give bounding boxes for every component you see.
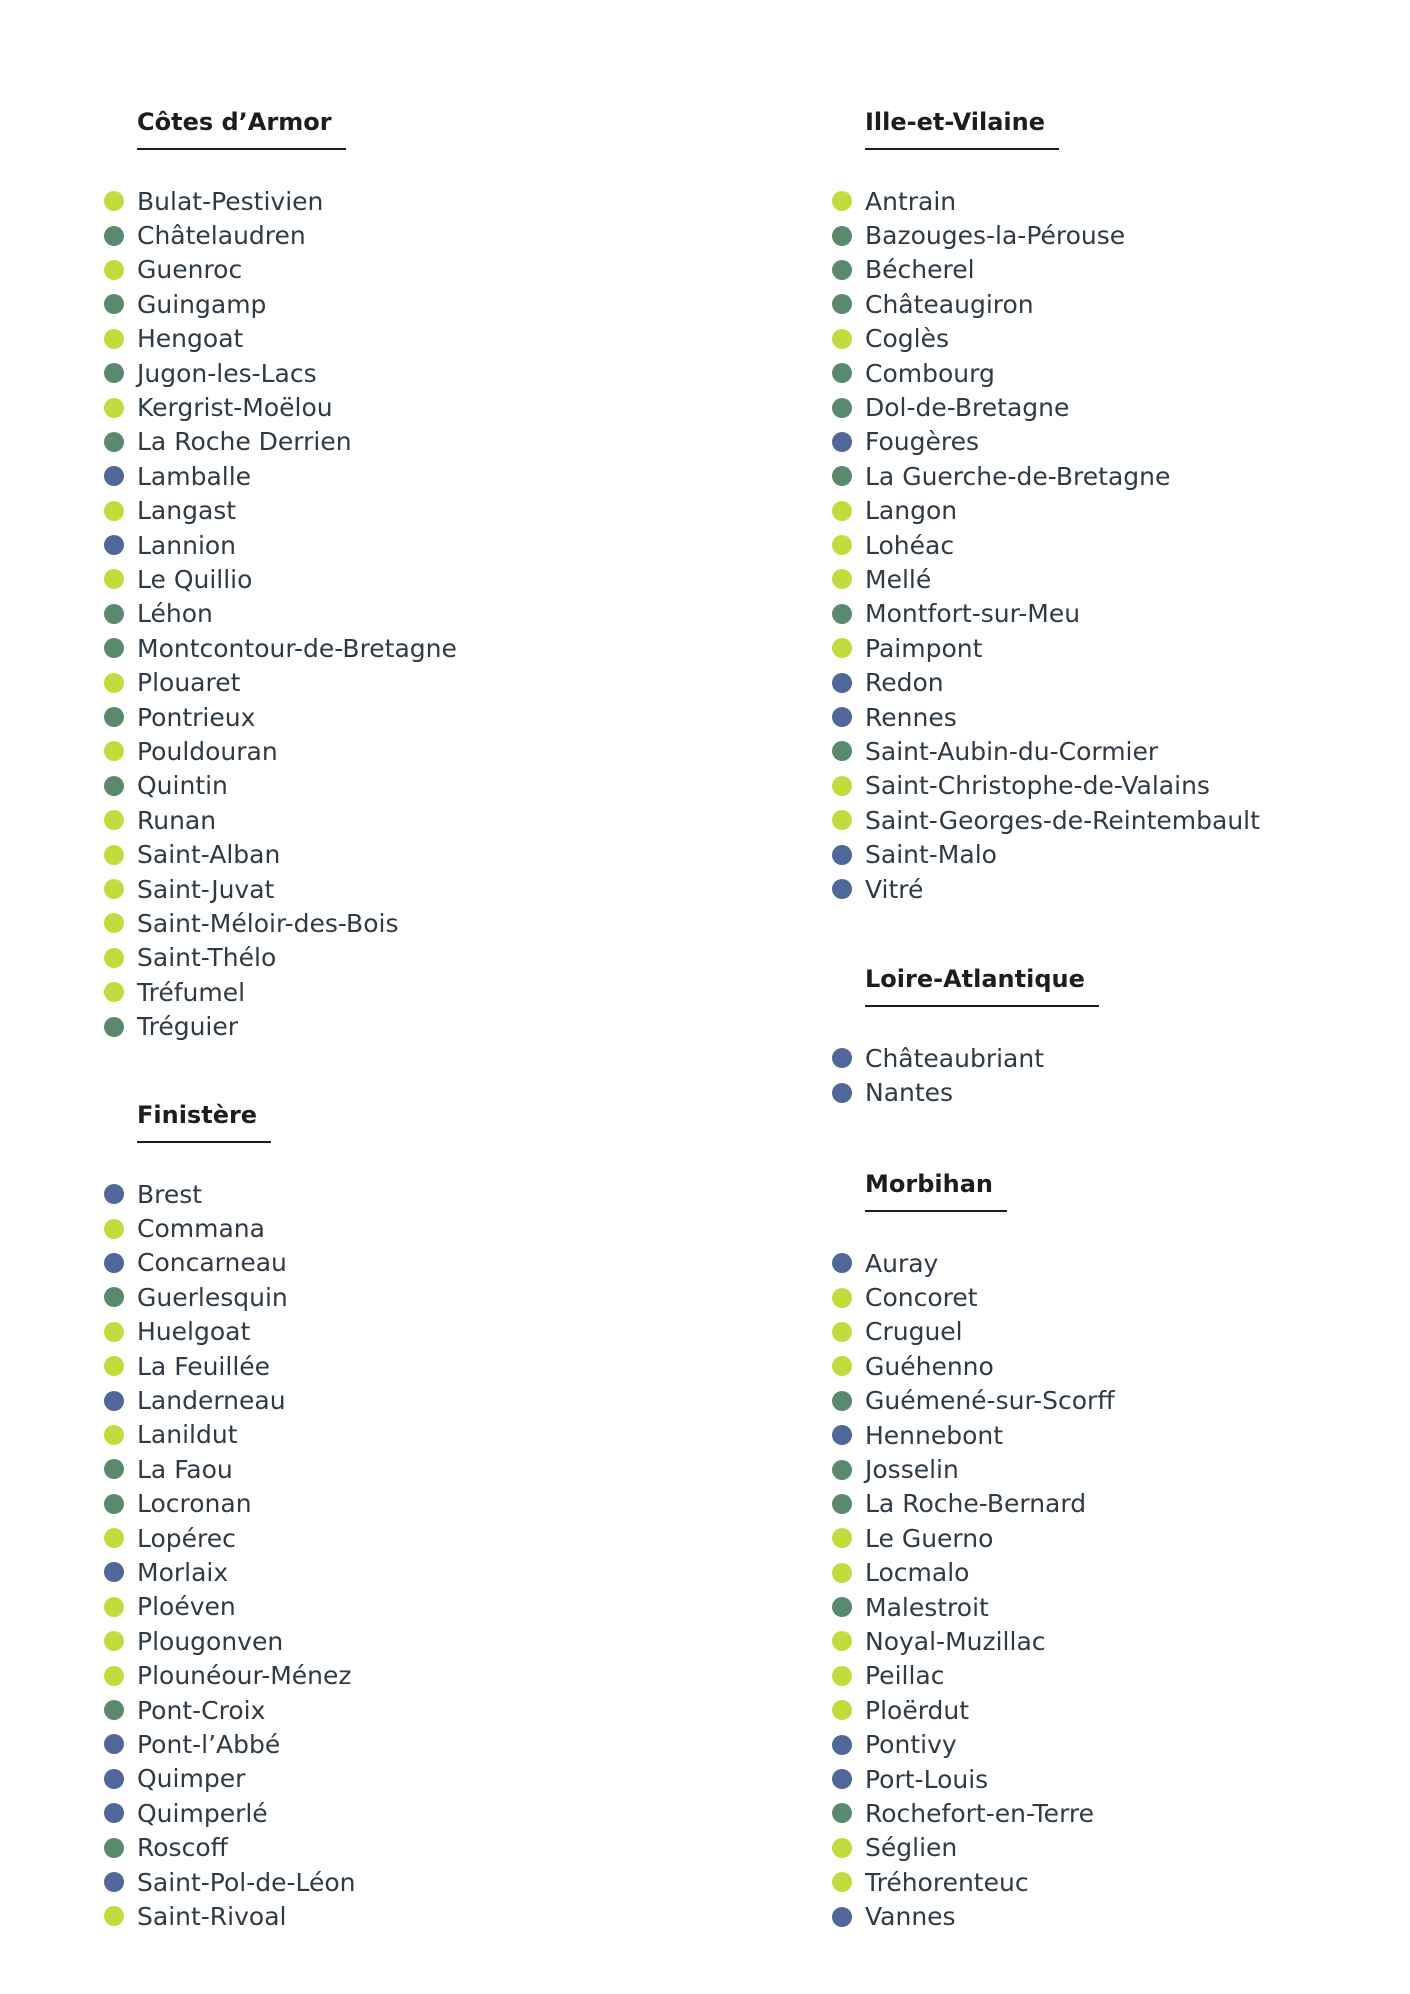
list-item (832, 425, 1260, 459)
bullet-dot (104, 1219, 124, 1239)
bullet-dot (832, 1356, 852, 1376)
list-item (832, 253, 1260, 287)
section-heading: Morbihan (865, 1170, 1007, 1212)
town-list (832, 184, 1260, 906)
town-name: Josselin (865, 1455, 959, 1485)
list-item (104, 1658, 356, 1692)
list-item (104, 390, 457, 424)
town-name: Plougonven (137, 1626, 284, 1656)
list-item (104, 1418, 356, 1452)
town-name: Quintin (137, 771, 228, 801)
list-item (832, 1315, 1115, 1349)
list-item (832, 1796, 1115, 1830)
bullet-dot (104, 948, 124, 968)
bullet-dot (104, 1391, 124, 1411)
bullet-dot (832, 1769, 852, 1789)
bullet-dot (104, 1803, 124, 1823)
town-name: Guerlesquin (137, 1282, 288, 1312)
list-item (832, 1487, 1115, 1521)
bullet-dot (104, 810, 124, 830)
bullet-dot (104, 398, 124, 418)
town-name: Pouldouran (137, 736, 278, 766)
town-name: Antrain (865, 186, 957, 216)
town-name: Rochefort-en-Terre (865, 1798, 1095, 1828)
bullet-dot (832, 638, 852, 658)
bullet-dot (104, 913, 124, 933)
bullet-dot (104, 845, 124, 865)
bullet-dot (832, 398, 852, 418)
town-name: Rennes (865, 702, 957, 732)
town-name: Guémené-sur-Scorff (865, 1386, 1115, 1416)
bullet-dot (832, 1597, 852, 1617)
bullet-dot (104, 226, 124, 246)
list-item (832, 1659, 1115, 1693)
town-name: Locronan (137, 1489, 252, 1519)
list-item (104, 941, 457, 975)
town-name: Langon (865, 496, 958, 526)
town-name: Saint-Malo (865, 840, 997, 870)
section-heading: Finistère (137, 1101, 271, 1143)
list-item (104, 253, 457, 287)
bullet-dot (104, 741, 124, 761)
bullet-dot (832, 226, 852, 246)
bullet-dot (104, 1459, 124, 1479)
list-item (832, 1899, 1115, 1933)
bullet-dot (832, 1322, 852, 1342)
list-item (104, 1693, 356, 1727)
section-heading: Ille-et-Vilaine (865, 108, 1059, 150)
list-item (104, 322, 457, 356)
list-item (832, 803, 1260, 837)
town-name: Hennebont (865, 1420, 1004, 1450)
list-item (104, 906, 457, 940)
bullet-dot (104, 1322, 124, 1342)
town-name: Saint-Aubin-du-Cormier (865, 736, 1159, 766)
town-name: Tréguier (137, 1012, 239, 1042)
town-name: Montcontour-de-Bretagne (137, 633, 457, 663)
town-name: Pont-Croix (137, 1695, 266, 1725)
list-item (832, 1075, 1099, 1109)
list-item (832, 1246, 1115, 1280)
town-name: Langast (137, 496, 237, 526)
bullet-dot (832, 535, 852, 555)
bullet-dot (832, 191, 852, 211)
town-name: Guéhenno (865, 1351, 994, 1381)
bullet-dot (832, 1083, 852, 1103)
section-morbihan (832, 1170, 1115, 1934)
list-item (104, 1211, 356, 1245)
town-name: Saint-Juvat (137, 874, 275, 904)
town-name: Dol-de-Bretagne (865, 393, 1070, 423)
town-name: Cruguel (865, 1317, 963, 1347)
bullet-dot (832, 604, 852, 624)
bullet-dot (832, 741, 852, 761)
list-item (104, 1727, 356, 1761)
bullet-dot (832, 879, 852, 899)
bullet-dot (104, 191, 124, 211)
list-item (104, 1383, 356, 1417)
town-name: Saint-Thélo (137, 943, 277, 973)
list-item (832, 700, 1260, 734)
town-name: Coglès (865, 324, 949, 354)
bullet-dot (104, 260, 124, 280)
town-name: Saint-Georges-de-Reintembault (865, 805, 1260, 835)
list-item (104, 528, 457, 562)
bullet-dot (104, 466, 124, 486)
bullet-dot (104, 501, 124, 521)
town-name: Montfort-sur-Meu (865, 599, 1081, 629)
town-name: Jugon-les-Lacs (137, 358, 317, 388)
bullet-dot (104, 1872, 124, 1892)
bullet-dot (832, 1666, 852, 1686)
bullet-dot (104, 1631, 124, 1651)
town-name: Châtelaudren (137, 221, 306, 251)
list-item (104, 1349, 356, 1383)
list-item (104, 597, 457, 631)
town-name: Le Guerno (865, 1523, 994, 1553)
list-item (104, 1177, 356, 1211)
bullet-dot (832, 1391, 852, 1411)
list-item (832, 356, 1260, 390)
bullet-dot (104, 1906, 124, 1926)
bullet-dot (104, 1838, 124, 1858)
bullet-dot (104, 673, 124, 693)
bullet-dot (104, 776, 124, 796)
list-item (832, 837, 1260, 871)
list-item (104, 734, 457, 768)
town-name: Commana (137, 1214, 265, 1244)
list-item (832, 1727, 1115, 1761)
bullet-dot (104, 1597, 124, 1617)
bullet-dot (104, 1017, 124, 1037)
bullet-dot (832, 1460, 852, 1480)
town-name: Fougères (865, 427, 980, 457)
bullet-dot (104, 879, 124, 899)
town-name: Saint-Christophe-de-Valains (865, 771, 1210, 801)
town-name: Lannion (137, 530, 237, 560)
town-name: Tréhorenteuc (865, 1867, 1029, 1897)
list-item (104, 1009, 457, 1043)
list-item (832, 1280, 1115, 1314)
town-name: Saint-Alban (137, 840, 281, 870)
list-item (832, 1624, 1115, 1658)
list-item (832, 665, 1260, 699)
town-name: La Faou (137, 1454, 233, 1484)
list-item (832, 1693, 1115, 1727)
town-name: Noyal-Muzillac (865, 1626, 1046, 1656)
bullet-dot (832, 1563, 852, 1583)
list-item (104, 1899, 356, 1933)
list-item (104, 1246, 356, 1280)
town-name: Morlaix (137, 1557, 229, 1587)
town-name: Pontivy (865, 1730, 957, 1760)
section-heading: Loire-Atlantique (865, 965, 1099, 1007)
town-name: Huelgoat (137, 1317, 251, 1347)
town-name: Vannes (865, 1902, 956, 1932)
town-name: Lohéac (865, 530, 955, 560)
town-name: Lanildut (137, 1420, 238, 1450)
bullet-dot (832, 673, 852, 693)
list-item (104, 494, 457, 528)
town-name: Concoret (865, 1283, 978, 1313)
bullet-dot (104, 363, 124, 383)
list-item (104, 459, 457, 493)
list-item (104, 218, 457, 252)
list-item (832, 1418, 1115, 1452)
list-item (832, 390, 1260, 424)
section-finistere (104, 1101, 356, 1934)
town-name: Bulat-Pestivien (137, 186, 324, 216)
bullet-dot (832, 1494, 852, 1514)
list-item (832, 1831, 1115, 1865)
town-name: Lopérec (137, 1523, 236, 1553)
bullet-dot (832, 707, 852, 727)
bullet-dot (832, 260, 852, 280)
bullet-dot (104, 1700, 124, 1720)
section-cotes-darmor (104, 108, 457, 1044)
town-name: Châteaubriant (865, 1043, 1045, 1073)
town-name: Plounéour-Ménez (137, 1661, 352, 1691)
list-item (832, 1865, 1115, 1899)
bullet-dot (104, 1253, 124, 1273)
list-item (832, 218, 1260, 252)
list-item (104, 1762, 356, 1796)
town-name: Runan (137, 805, 217, 835)
bullet-dot (104, 604, 124, 624)
town-name: Saint-Pol-de-Léon (137, 1867, 356, 1897)
town-name: Quimper (137, 1764, 246, 1794)
list-item (832, 528, 1260, 562)
list-item (832, 1041, 1099, 1075)
bullet-dot (104, 638, 124, 658)
bullet-dot (832, 1631, 852, 1651)
list-item (832, 322, 1260, 356)
town-name: Peillac (865, 1661, 945, 1691)
town-name: Malestroit (865, 1592, 989, 1622)
bullet-dot (104, 1562, 124, 1582)
town-name: Lamballe (137, 461, 252, 491)
bullet-dot (104, 982, 124, 1002)
town-name: Ploéven (137, 1592, 236, 1622)
bullet-dot (104, 432, 124, 452)
bullet-dot (104, 535, 124, 555)
bullet-dot (832, 1048, 852, 1068)
town-name: La Feuillée (137, 1351, 271, 1381)
town-name: Saint-Méloir-des-Bois (137, 908, 399, 938)
bullet-dot (104, 294, 124, 314)
town-name: Séglien (865, 1833, 958, 1863)
list-item (104, 1796, 356, 1830)
town-name: Pontrieux (137, 702, 256, 732)
list-item (832, 872, 1260, 906)
bullet-dot (832, 776, 852, 796)
bullet-dot (832, 1872, 852, 1892)
bullet-dot (832, 569, 852, 589)
town-name: Plouaret (137, 668, 241, 698)
town-name: Quimperlé (137, 1798, 268, 1828)
town-name: Port-Louis (865, 1764, 989, 1794)
town-list (832, 1246, 1115, 1934)
town-name: Redon (865, 668, 944, 698)
list-item (104, 1280, 356, 1314)
bullet-dot (104, 707, 124, 727)
bullet-dot (104, 1666, 124, 1686)
list-item (104, 803, 457, 837)
list-item (104, 700, 457, 734)
list-item (104, 665, 457, 699)
list-item (832, 1556, 1115, 1590)
bullet-dot (104, 329, 124, 349)
town-name: La Roche Derrien (137, 427, 352, 457)
bullet-dot (104, 1425, 124, 1445)
list-item (832, 184, 1260, 218)
bullet-dot (104, 569, 124, 589)
list-item (104, 1865, 356, 1899)
town-name: Locmalo (865, 1558, 970, 1588)
bullet-dot (832, 1253, 852, 1273)
list-item (104, 1590, 356, 1624)
section-loire-atlantique (832, 965, 1099, 1110)
bullet-dot (104, 1356, 124, 1376)
bullet-dot (832, 1700, 852, 1720)
list-item (104, 1830, 356, 1864)
list-item (832, 1762, 1115, 1796)
town-list (104, 1177, 356, 1934)
town-name: Mellé (865, 564, 932, 594)
list-item (104, 769, 457, 803)
bullet-dot (832, 845, 852, 865)
list-item (104, 631, 457, 665)
list-item (104, 1315, 356, 1349)
list-item (832, 769, 1260, 803)
list-item (832, 459, 1260, 493)
bullet-dot (832, 1838, 852, 1858)
town-name: Guenroc (137, 255, 243, 285)
list-item (104, 184, 457, 218)
list-item (104, 872, 457, 906)
bullet-dot (832, 1288, 852, 1308)
list-item (104, 1521, 356, 1555)
bullet-dot (832, 810, 852, 830)
town-name: Vitré (865, 874, 924, 904)
list-item (104, 562, 457, 596)
town-name: Landerneau (137, 1386, 286, 1416)
list-item (104, 356, 457, 390)
list-item (104, 1624, 356, 1658)
bullet-dot (104, 1734, 124, 1754)
town-name: Auray (865, 1248, 939, 1278)
list-item (832, 1349, 1115, 1383)
list-item (832, 1521, 1115, 1555)
town-name: Hengoat (137, 324, 244, 354)
town-name: Bécherel (865, 255, 975, 285)
town-name: Paimpont (865, 633, 983, 663)
list-item (104, 1487, 356, 1521)
list-item (104, 1555, 356, 1589)
bullet-dot (832, 1528, 852, 1548)
list-item (832, 597, 1260, 631)
town-name: Roscoff (137, 1833, 228, 1863)
town-list (832, 1041, 1099, 1110)
town-name: Saint-Rivoal (137, 1901, 287, 1931)
bullet-dot (104, 1769, 124, 1789)
section-ille-et-vilaine (832, 108, 1260, 906)
town-name: Bazouges-la-Pérouse (865, 221, 1126, 251)
bullet-dot (104, 1184, 124, 1204)
list-item (104, 1452, 356, 1486)
bullet-dot (832, 466, 852, 486)
town-name: Brest (137, 1179, 203, 1209)
bullet-dot (832, 363, 852, 383)
list-item (832, 287, 1260, 321)
bullet-dot (832, 432, 852, 452)
list-item (832, 562, 1260, 596)
town-name: Kergrist-Moëlou (137, 393, 333, 423)
list-item (104, 425, 457, 459)
town-name: Léhon (137, 599, 213, 629)
list-item (104, 837, 457, 871)
town-name: Pont-l’Abbé (137, 1729, 281, 1759)
town-name: Châteaugiron (865, 289, 1034, 319)
town-name: Nantes (865, 1078, 954, 1108)
list-item (832, 1452, 1115, 1486)
town-name: Le Quillio (137, 564, 253, 594)
town-list (104, 184, 457, 1044)
bullet-dot (104, 1528, 124, 1548)
town-name: La Roche-Bernard (865, 1489, 1087, 1519)
bullet-dot (832, 329, 852, 349)
bullet-dot (832, 294, 852, 314)
list-item (832, 494, 1260, 528)
town-name: Tréfumel (137, 977, 246, 1007)
list-item (832, 631, 1260, 665)
bullet-dot (104, 1287, 124, 1307)
list-item (104, 287, 457, 321)
section-heading: Côtes d’Armor (137, 108, 346, 150)
town-name: Guingamp (137, 289, 267, 319)
list-item (832, 734, 1260, 768)
bullet-dot (832, 1907, 852, 1927)
town-name: Combourg (865, 358, 995, 388)
town-name: La Guerche-de-Bretagne (865, 461, 1171, 491)
list-item (832, 1384, 1115, 1418)
bullet-dot (832, 501, 852, 521)
bullet-dot (832, 1425, 852, 1445)
town-name: Ploërdut (865, 1695, 970, 1725)
list-item (832, 1590, 1115, 1624)
town-name: Concarneau (137, 1248, 287, 1278)
bullet-dot (832, 1735, 852, 1755)
bullet-dot (832, 1803, 852, 1823)
bullet-dot (104, 1494, 124, 1514)
list-item (104, 975, 457, 1009)
